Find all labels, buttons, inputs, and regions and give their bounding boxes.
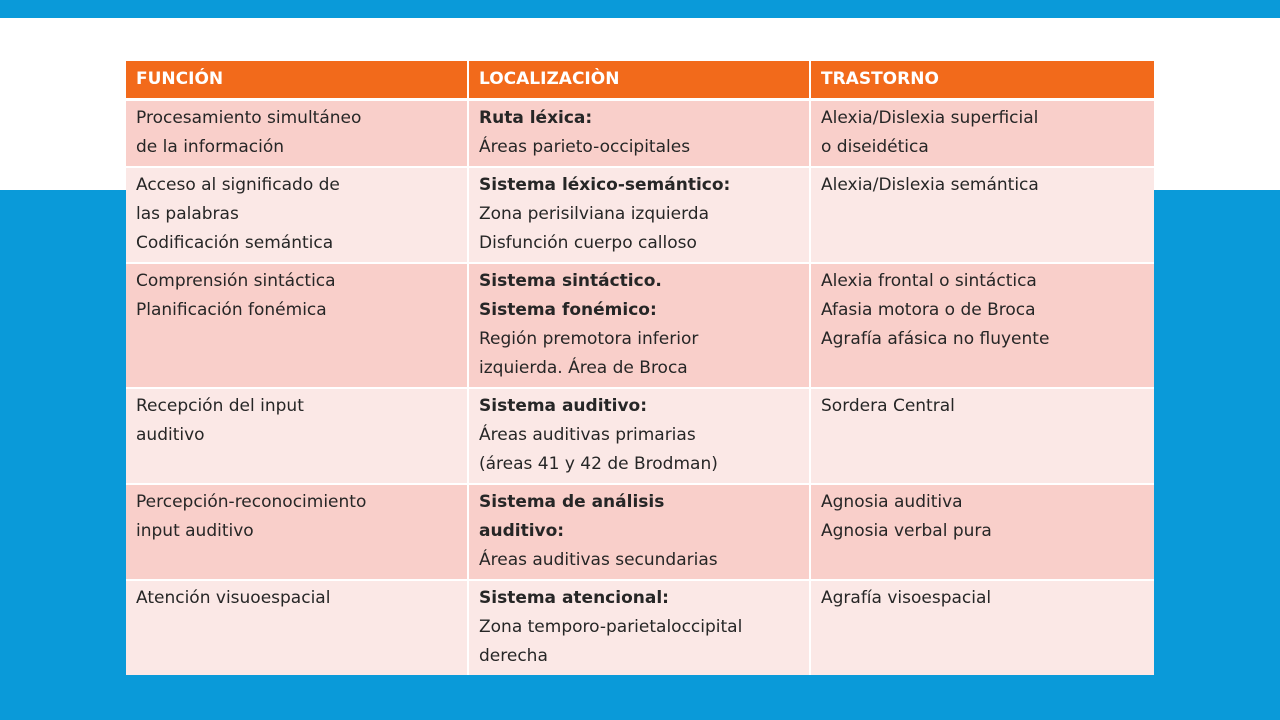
cell-line: de la información [136, 136, 284, 157]
cell-line: derecha [479, 645, 548, 666]
cell-funcion [126, 484, 468, 580]
cell-trastorno [810, 263, 1154, 388]
cell-line: (áreas 41 y 42 de Brodman) [479, 453, 718, 474]
cell-localizacion [468, 167, 810, 263]
cell-line: izquierda. Área de Broca [479, 357, 688, 378]
cell-line: Atención visuoespacial [136, 587, 331, 608]
cell-line-bold: Sistema de análisis [479, 491, 665, 512]
cell-funcion [126, 167, 468, 263]
cell-line: Percepción-reconocimiento [136, 491, 367, 512]
table-row [126, 99, 1154, 167]
cell-line: Planificación fonémica [136, 299, 327, 320]
table-row [126, 580, 1154, 675]
cell-line-bold: Ruta léxica: [479, 107, 593, 128]
cell-line: Agrafía visoespacial [821, 587, 992, 608]
table-row [126, 263, 1154, 388]
cell-line-bold: Sistema léxico-semántico: [479, 174, 731, 195]
cell-line: las palabras [136, 203, 239, 224]
cell-line: Comprensión sintáctica [136, 270, 336, 291]
cell-funcion [126, 580, 468, 675]
cell-line: Procesamiento simultáneo [136, 107, 362, 128]
cell-line: auditivo [136, 424, 205, 445]
cell-line: o diseidética [821, 136, 929, 157]
cell-line-bold: Sistema fonémico: [479, 299, 657, 320]
cell-line-bold: Sistema atencional: [479, 587, 669, 608]
cell-line: Acceso al significado de [136, 174, 340, 195]
cell-funcion [126, 99, 468, 167]
cell-localizacion [468, 388, 810, 484]
cell-line: Alexia/Dislexia superficial [821, 107, 1039, 128]
cell-line: Alexia frontal o sintáctica [821, 270, 1037, 291]
cell-line-bold: Sistema sintáctico. [479, 270, 662, 291]
table-header-row [126, 61, 1154, 99]
top-accent-stripe [0, 0, 1280, 18]
header-localizacion: LOCALIZACIÒN [468, 61, 810, 99]
cell-line: Sordera Central [821, 395, 955, 416]
table-row [126, 167, 1154, 263]
cell-line: Afasia motora o de Broca [821, 299, 1036, 320]
cell-line: Codificación semántica [136, 232, 334, 253]
header-trastorno: TRASTORNO [810, 61, 1154, 99]
cell-trastorno [810, 580, 1154, 675]
cell-line: Agnosia auditiva [821, 491, 963, 512]
cell-trastorno [810, 484, 1154, 580]
header-funcion: FUNCIÓN [126, 61, 468, 99]
function-localization-table [126, 61, 1154, 675]
cell-line: Disfunción cuerpo calloso [479, 232, 697, 253]
cell-localizacion [468, 263, 810, 388]
cell-trastorno [810, 99, 1154, 167]
cell-localizacion [468, 484, 810, 580]
cell-localizacion [468, 99, 810, 167]
cell-line: Áreas auditivas primarias [479, 424, 696, 445]
cell-funcion [126, 263, 468, 388]
cell-funcion [126, 388, 468, 484]
table-row [126, 388, 1154, 484]
cell-line: Zona perisilviana izquierda [479, 203, 709, 224]
cell-line: Zona temporo-parietaloccipital [479, 616, 743, 637]
cell-line: Áreas auditivas secundarias [479, 549, 718, 570]
cell-trastorno [810, 167, 1154, 263]
cell-line: input auditivo [136, 520, 254, 541]
cell-line: Áreas parieto-occipitales [479, 136, 691, 157]
cell-line-bold: auditivo: [479, 520, 565, 541]
table-row [126, 484, 1154, 580]
cell-line: Recepción del input [136, 395, 304, 416]
cell-line: Región premotora inferior [479, 328, 699, 349]
cell-line: Agrafía afásica no fluyente [821, 328, 1050, 349]
cell-localizacion [468, 580, 810, 675]
cell-line: Agnosia verbal pura [821, 520, 992, 541]
cell-line-bold: Sistema auditivo: [479, 395, 648, 416]
cell-trastorno [810, 388, 1154, 484]
cell-line: Alexia/Dislexia semántica [821, 174, 1039, 195]
